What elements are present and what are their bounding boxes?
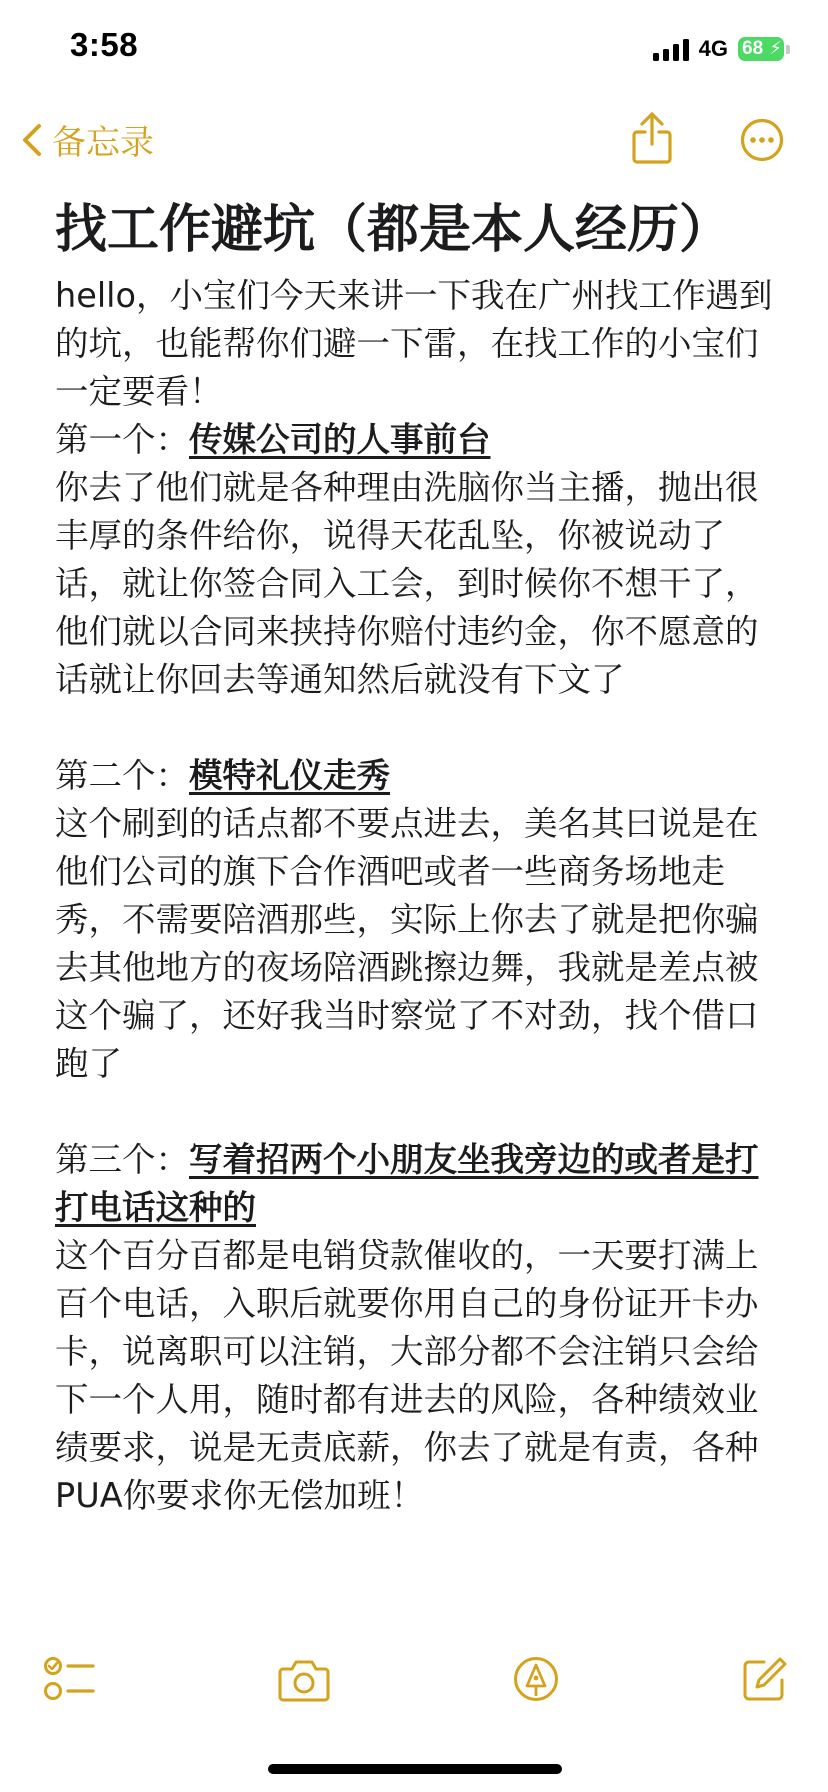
status-indicators [653, 34, 790, 64]
status-time: 3:58 [70, 26, 139, 63]
blank-line [55, 1088, 775, 1136]
note-title: 找工作避坑（都是本人经历） [55, 200, 732, 260]
back-label: 备忘录 [52, 123, 154, 163]
compose-icon[interactable] [742, 1656, 788, 1702]
chevron-left-icon [22, 123, 42, 157]
home-indicator[interactable] [268, 1764, 562, 1774]
section-3-heading: 写着招两个小朋友坐我旁边的或者是打打电话这种的 [55, 1140, 759, 1227]
section-2-prefix: 第二个： [55, 756, 189, 795]
share-icon[interactable] [632, 112, 672, 164]
signal-icon [653, 37, 689, 61]
note-content[interactable] [55, 196, 775, 1520]
section-2-heading: 模特礼仪走秀 [189, 756, 390, 795]
section-3-prefix: 第三个： [55, 1140, 189, 1179]
battery-percent: 68 [742, 38, 764, 59]
battery-icon [738, 37, 784, 61]
checklist-icon[interactable] [44, 1656, 96, 1702]
section-2-text: 这个刷到的话点都不要点进去，美名其曰说是在他们公司的旗下合作酒吧或者一些商务场地走秀，不需要陪酒那些，实际上你去了就是把你骗去其他地方的夜场陪酒跳擦边舞，我就是差点被这个骗了，还好我当时察觉了不对劲，找个借口跑了 [55, 804, 759, 1083]
blank-line [55, 704, 775, 752]
charging-bolt-icon: ⚡ [769, 38, 782, 59]
section-1-text: 你去了他们就是各种理由洗脑你当主播，抛出很丰厚的条件给你，说得天花乱坠，你被说动了话，就让你签合同入工会，到时候你不想干了，他们就以合同来挟持你赔付违约金，你不愿意的话就让你回去等通知然后就没有下文了 [55, 468, 759, 699]
section-1-heading: 传媒公司的人事前台 [189, 420, 491, 459]
battery-cap [786, 45, 790, 54]
camera-icon[interactable] [278, 1658, 330, 1702]
section-3-text: 这个百分百都是电销贷款催收的，一天要打满上百个电话，入职后就要你用自己的身份证开卡办卡，说离职可以注销，大部分都不会注销只会给下一个人用，随时都有进去的风险，各种绩效业绩要求，说是无责底薪，你去了就是有责，各种PUA你要求你无偿加班！ [55, 1236, 759, 1515]
section-2 [55, 752, 775, 800]
section-1 [55, 416, 775, 464]
back-button[interactable] [22, 115, 154, 164]
note-intro: hello，小宝们今天来讲一下我在广州找工作遇到的坑，也能帮你们避一下雷，在找工作的小宝们一定要看！ [55, 276, 773, 411]
section-3 [55, 1136, 775, 1232]
section-1-prefix: 第一个： [55, 420, 189, 459]
more-icon[interactable] [740, 118, 784, 162]
markup-icon[interactable] [513, 1656, 559, 1702]
network-label: 4G [698, 36, 728, 61]
